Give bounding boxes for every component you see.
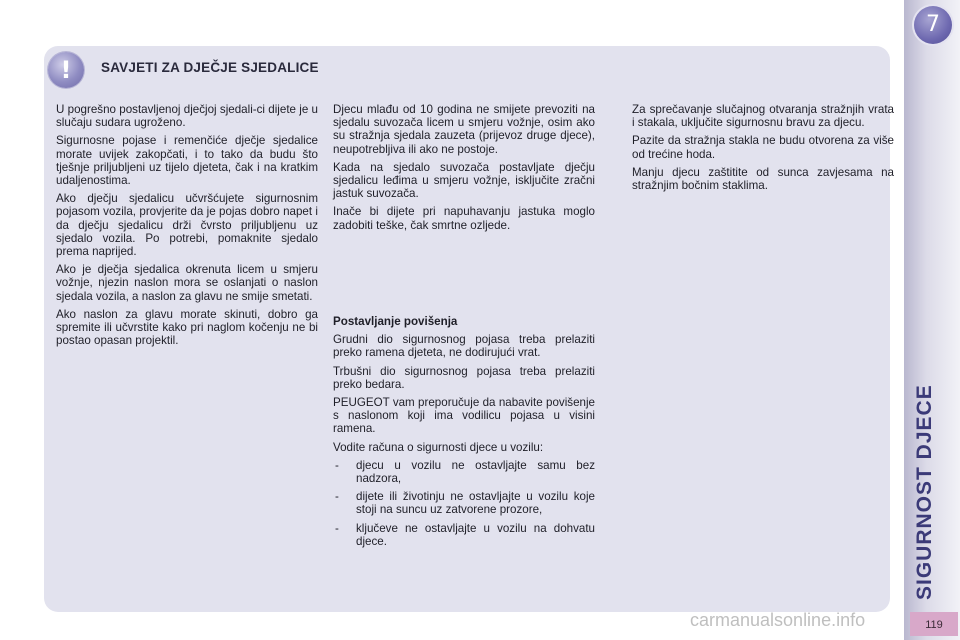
paragraph: Manju djecu zaštitite od sunca zavjesama na stražnjim bočnim staklima. bbox=[632, 165, 894, 193]
paragraph: Pazite da stražnja stakla ne budu otvorena za više od trećine hoda. bbox=[632, 134, 894, 161]
list-item: - djecu u vozilu ne ostavljajte samu bez nadzora, bbox=[333, 459, 595, 485]
text-column-1 bbox=[56, 103, 318, 352]
paragraph: Inače bi dijete pri napuhavanju jastuka moglo zadobiti teške, čak smrtne ozljede. bbox=[333, 205, 595, 232]
chapter-number-badge bbox=[914, 6, 952, 44]
list-item: - dijete ili životinju ne ostavljajte u vozilu koje stoji na suncu uz zatvorene prozore, bbox=[333, 490, 595, 516]
paragraph: Ako je dječja sjedalica okrenuta licem u smjeru vožnje, njezin naslon mora se oslanjati o naslon sjedala vozila, a naslon za glavu ne smije smetati. bbox=[56, 263, 318, 303]
list-item: - ključeve ne ostavljajte u vozilu na dohvatu djece. bbox=[333, 522, 595, 548]
section-title: SAVJETI ZA DJEČJE SJEDALICE bbox=[101, 60, 319, 75]
watermark: carmanualsonline.info bbox=[690, 610, 866, 630]
paragraph: U pogrešno postavljenoj dječjoj sjedali-ci dijete je u slučaju sudara ugroženo. bbox=[56, 103, 318, 130]
chapter-title: SIGURNOST DJECE bbox=[913, 384, 936, 600]
paragraph: Ako dječju sjedalicu učvršćujete sigurnosnim pojasom vozila, provjerite da je pojas dobro napet i da dječju sjedalicu drži čvrsto priljubljenu uz sjedalo vozila. Po potrebi, pomaknite sjedalo prema naprijed. bbox=[56, 192, 318, 259]
paragraph: Sigurnosne pojase i remenčiće dječje sjedalice morate uvijek zakopčati, i to tako da budu što tješnje priljubljeni uz tijelo djeteta, čak i na kratkim udaljenostima. bbox=[56, 134, 318, 188]
paragraph: Djecu mlađu od 10 godina ne smijete prevoziti na sjedalu suvozača licem u smjeru vožnje, osim ako su stražnja sjedala zauzeta (prijevoz druge djece), neupotrebljiva ili ako ne postoje. bbox=[333, 103, 595, 156]
paragraph: Ako naslon za glavu morate skinuti, dobro ga spremite ili učvrstite kako pri naglom kočenju ne bi postao opasan projektil. bbox=[56, 307, 318, 348]
paragraph: PEUGEOT vam preporučuje da nabavite povišenje s naslonom koji ima vodilicu pojasa u visini ramena. bbox=[333, 396, 595, 436]
paragraph: Kada na sjedalo suvozača postavljate dječju sjedalicu leđima u smjeru vožnje, isključite zračni jastuk suvozača. bbox=[333, 160, 595, 201]
paragraph: Grudni dio sigurnosnog pojasa treba prelaziti preko ramena djeteta, ne dodirujući vrat. bbox=[333, 333, 595, 360]
text-column-2 bbox=[333, 103, 595, 548]
paragraph: Trbušni dio sigurnosnog pojasa treba prelaziti preko bedara. bbox=[333, 364, 595, 391]
text-column-3 bbox=[632, 103, 894, 197]
page-number: 119 bbox=[910, 612, 958, 636]
subsection-heading: Postavljanje povišenja bbox=[333, 315, 458, 328]
safety-list bbox=[333, 459, 595, 548]
paragraph: Vodite računa o sigurnosti djece u vozilu: bbox=[333, 440, 544, 454]
booster-section bbox=[333, 315, 595, 553]
paragraph: Za sprečavanje slučajnog otvaranja stražnjih vrata i stakala, uključite sigurnosnu bravu za djecu. bbox=[632, 103, 894, 130]
exclamation-icon: ! bbox=[48, 52, 84, 88]
chapter-number: 7 bbox=[926, 12, 940, 37]
